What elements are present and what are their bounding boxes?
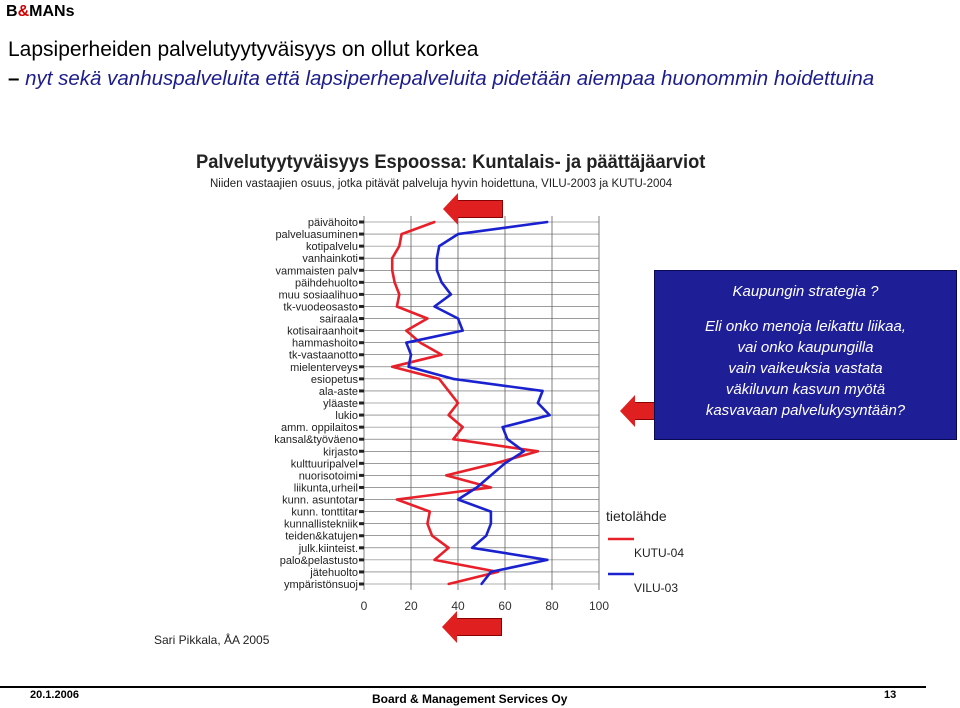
category-label: vammaisten palv [275, 265, 358, 278]
footer-divider [0, 686, 926, 688]
category-label: esiopetus [310, 373, 358, 386]
arrow-bottom [456, 618, 502, 636]
data-point [426, 522, 428, 524]
x-tick-label: 100 [588, 599, 610, 613]
data-point [546, 559, 548, 561]
data-point [457, 402, 459, 404]
data-point [447, 390, 449, 392]
data-point [501, 426, 503, 428]
callout-text: Eli onko menoja leikattu liikaa, vai onko kaupungilla vain vaikeuksia vastata väkiluvun kasvun myötä kasvavaan palvelukysyntään? [705, 318, 906, 419]
category-label: ympäristönsuoj [284, 579, 358, 591]
data-point [393, 281, 395, 283]
chart-source: Sari Pikkala, ÅA 2005 [154, 633, 270, 647]
page-subtitle: – nyt sekä vanhuspalveluita että lapsiperhepalveluita pidetään aiempaa huonommin hoidettuina [8, 67, 875, 90]
x-tick-label: 0 [360, 599, 368, 613]
category-label: yläaste [323, 398, 358, 410]
data-point [546, 221, 548, 223]
logo: B&MANs [6, 3, 75, 20]
data-point [429, 510, 431, 512]
data-point [419, 341, 421, 343]
data-point [436, 257, 438, 259]
data-point [410, 354, 412, 356]
data-point [391, 269, 393, 271]
category-label: nuorisotoimi [298, 470, 358, 483]
category-label: kansal&työväeno [274, 434, 358, 447]
category-label: kotipalvelu [306, 241, 358, 254]
category-label: palveluasuminen [275, 229, 358, 242]
category-label: lukio [335, 410, 358, 423]
data-point [490, 522, 492, 524]
data-point [405, 329, 407, 331]
data-point [433, 559, 435, 561]
data-point [450, 293, 452, 295]
data-point [541, 390, 543, 392]
data-point [447, 583, 449, 585]
data-point [407, 366, 409, 368]
category-label: muu sosiaalihuo [278, 289, 358, 302]
data-point [431, 535, 433, 537]
data-point [396, 498, 398, 500]
chart-subtitle: Niiden vastaajien osuus, jotka pitävät palveluja hyvin hoidettuna, VILU-2003 ja KUTU-2004 [210, 178, 673, 190]
data-point [537, 450, 539, 452]
category-label: päivähoito [307, 217, 358, 229]
data-point [433, 305, 435, 307]
data-point [440, 281, 442, 283]
legend-entry: VILU-03 [634, 581, 679, 595]
data-point [471, 547, 473, 549]
legend-entry: KUTU-04 [634, 546, 685, 560]
x-tick-label: 20 [404, 599, 418, 613]
strategy-callout [654, 270, 957, 440]
category-label: ala-aste [318, 385, 358, 398]
category-label: kunnallistekniik [284, 518, 358, 531]
footer-date: 20.1.2006 [30, 689, 79, 701]
data-point [445, 474, 447, 476]
category-label: tk-vuodeosasto [283, 301, 358, 314]
data-point [400, 233, 402, 235]
data-point [426, 317, 428, 319]
data-point [548, 414, 550, 416]
data-point [537, 402, 539, 404]
data-point [476, 486, 478, 488]
arrow-top [457, 200, 503, 218]
category-label: amm. oppilaitos [280, 422, 358, 435]
chart-title: Palvelutyytyväisyys Espoossa: Kuntalais- ja päättäjäarviot [196, 151, 706, 173]
data-point [457, 498, 459, 500]
category-label: vanhainkoti [302, 253, 358, 266]
category-label: liikunta,urheil [293, 482, 358, 495]
data-point [398, 293, 400, 295]
legend-title: tietolähde [606, 508, 667, 524]
data-point [447, 547, 449, 549]
x-tick-label: 40 [451, 599, 465, 613]
data-point [405, 341, 407, 343]
category-label: päihdehuolto [294, 277, 358, 290]
data-point [504, 462, 506, 464]
data-point [438, 245, 440, 247]
category-label: jätehuolto [310, 566, 358, 579]
category-label: sairaala [319, 313, 358, 326]
data-point [433, 221, 435, 223]
x-tick-label: 60 [498, 599, 512, 613]
data-point [391, 257, 393, 259]
page-number: 13 [884, 689, 897, 701]
data-point [398, 245, 400, 247]
category-label: kunn. asuntotar [282, 494, 358, 507]
data-point [436, 269, 438, 271]
footer-company: Board & Management Services Oy [372, 692, 568, 706]
data-point [452, 438, 454, 440]
category-label: kotisairaanhoit [287, 325, 358, 338]
data-point [391, 366, 393, 368]
data-point [480, 583, 482, 585]
x-tick-label: 80 [545, 599, 559, 613]
data-point [462, 426, 464, 428]
category-label: kunn. tonttitar [291, 506, 358, 519]
category-label: palo&pelastusto [279, 554, 358, 567]
data-point [494, 462, 496, 464]
data-point [490, 571, 492, 573]
data-point [506, 438, 508, 440]
data-point [485, 535, 487, 537]
category-label: kulttuuripalvel [290, 458, 358, 471]
category-label: mielenterveys [290, 361, 358, 374]
data-point [490, 510, 492, 512]
data-point [396, 305, 398, 307]
data-point [457, 233, 459, 235]
data-point [438, 378, 440, 380]
category-label: teiden&katujen [285, 530, 358, 543]
data-point [523, 450, 525, 452]
data-point [462, 329, 464, 331]
data-point [447, 414, 449, 416]
data-point [490, 474, 492, 476]
category-label: hammashoito [291, 337, 358, 350]
page-title: Lapsiperheiden palvelutyytyväisyys on ollut korkea [8, 38, 479, 61]
data-point [457, 317, 459, 319]
category-label: kirjasto [323, 446, 358, 459]
callout-heading: Kaupungin strategia ? [732, 283, 879, 300]
data-point [490, 486, 492, 488]
category-label: julk.kiinteist. [298, 542, 358, 555]
data-point [452, 378, 454, 380]
category-label: tk-vastaanotto [288, 349, 358, 362]
data-point [440, 354, 442, 356]
